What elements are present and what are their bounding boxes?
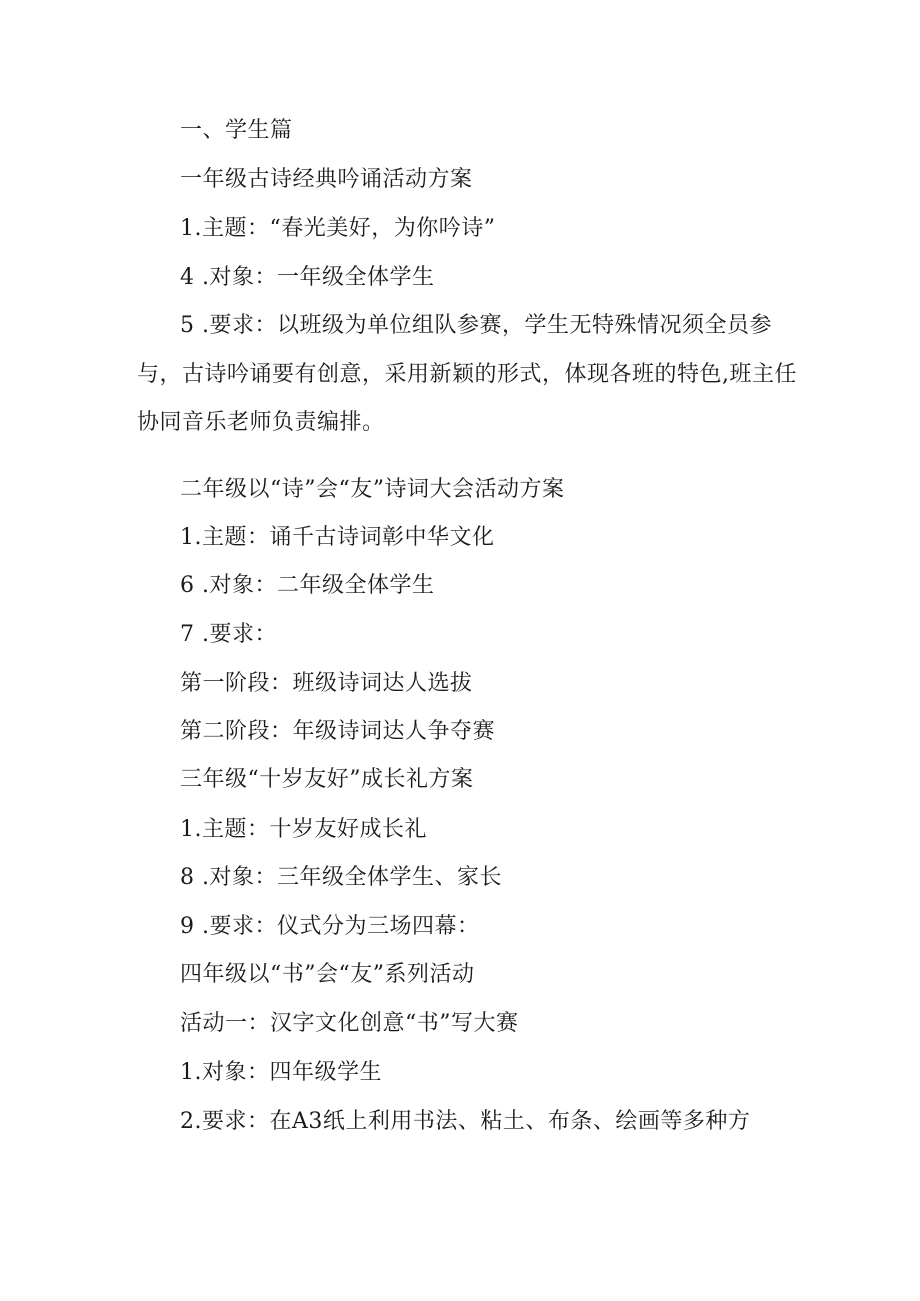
plan-title-grade3: 三年级“十岁友好”成长礼方案 (180, 767, 474, 792)
grade4-target: 1.对象：四年级学生 (180, 1060, 382, 1085)
grade2-stage1: 第一阶段：班级诗词达人选拔 (180, 671, 473, 696)
grade3-target: 8 .对象：三年级全体学生、家长 (180, 865, 502, 890)
grade4-activity1: 活动一：汉字文化创意“书”写大赛 (180, 1011, 519, 1036)
section-heading: 一、学生篇 (180, 118, 293, 143)
plan-title-grade2: 二年级以“诗”会“友”诗词大会活动方案 (180, 477, 565, 502)
grade2-theme: 1.主题：诵千古诗词彰中华文化 (180, 525, 495, 550)
grade4-requirement: 2.要求：在A3纸上利用书法、粘土、布条、绘画等多种方 (180, 1109, 751, 1134)
grade1-requirement: 5 .要求：以班级为单位组队参赛，学生无特殊情况须全员参 (180, 313, 772, 338)
grade1-requirement-end: 协同音乐老师负责编排。 (137, 410, 385, 435)
grade2-stage2: 第二阶段：年级诗词达人争夺赛 (180, 719, 496, 744)
grade2-target: 6 .对象：二年级全体学生 (180, 573, 435, 598)
grade1-theme: 1.主题：“春光美好，为你吟诗” (180, 216, 496, 241)
grade1-requirement-cont: 与，古诗吟诵要有创意，采用新颖的形式，体现各班的特色,班主任 (137, 362, 797, 387)
grade1-target: 4 .对象：一年级全体学生 (180, 265, 435, 290)
plan-title-grade4: 四年级以“书”会“友”系列活动 (180, 962, 475, 987)
grade2-requirement: 7 .要求： (180, 622, 277, 647)
grade3-theme: 1.主题：十岁友好成长礼 (180, 817, 427, 842)
grade3-requirement: 9 .要求：仪式分为三场四幕： (180, 914, 480, 939)
plan-title-grade1: 一年级古诗经典吟诵活动方案 (180, 167, 473, 192)
